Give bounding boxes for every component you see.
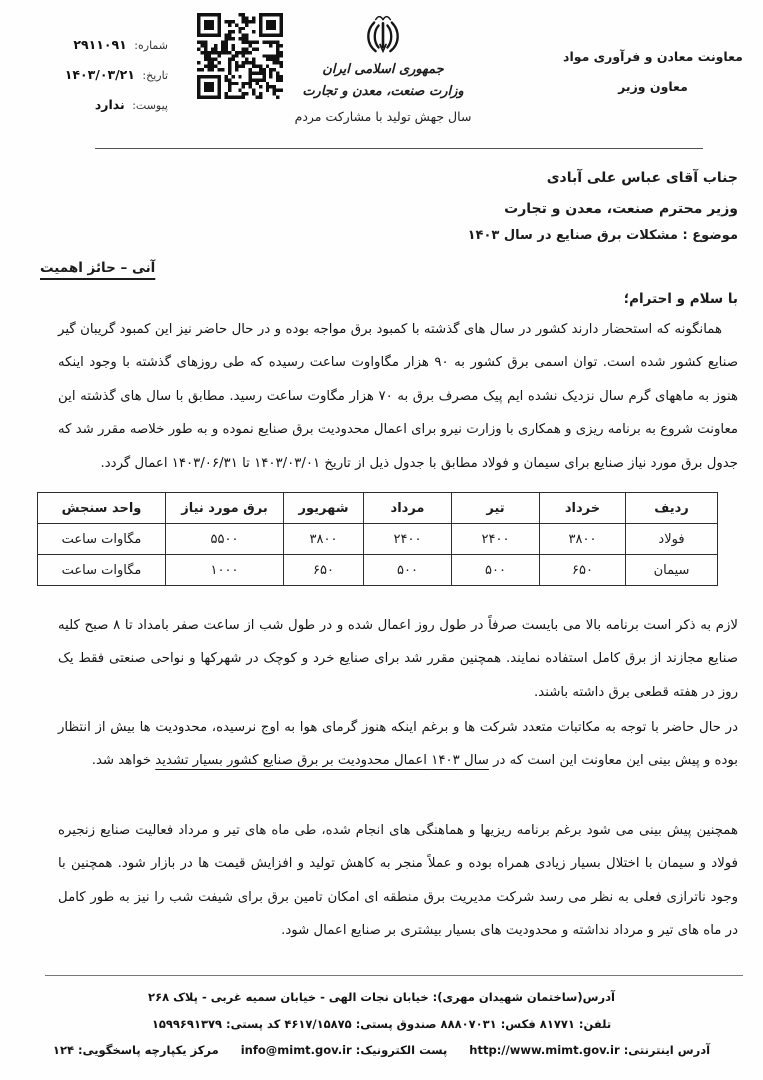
col-header-unit: واحد سنجش <box>38 493 166 524</box>
footer-block <box>0 984 763 1064</box>
table-row-steel <box>38 524 718 555</box>
col-header-tir: تیر <box>452 493 540 524</box>
paragraph-3-text: در حال حاضر با توجه به مکاتبات متعدد شرکت ها و برغم اینکه هنوز گرمای هوا به اوج نرسیده، محدودیت ها بیش از انتظار بوده و پیش بینی این معاونت این است که در <box>58 720 738 769</box>
cell-cement-required: ۱۰۰۰ <box>166 555 284 586</box>
cell-cement-mordad: ۵۰۰ <box>364 555 452 586</box>
footer-divider <box>45 975 743 976</box>
footer-phone-line: تلفن: ۸۱۷۷۱ فکس: ۸۸۸۰۷۰۳۱ صندوق پستی: ۴۶۱۷/۱۵۸۷۵ کد پستی: ۱۵۹۹۶۹۱۳۷۹ <box>151 1016 612 1031</box>
salutation: با سلام و احترام؛ <box>623 291 738 307</box>
col-header-radif: ردیف <box>626 493 718 524</box>
recipient-block <box>60 163 738 225</box>
department-block <box>553 42 753 102</box>
cell-steel-shahrivar: ۳۸۰۰ <box>284 524 364 555</box>
recipient-title: وزیر محترم صنعت، معدن و تجارت <box>504 201 738 217</box>
website-link[interactable]: http://www.mimt.gov.ir <box>469 1043 620 1057</box>
website-label: آدرس اینترنتی: <box>623 1043 711 1057</box>
body-paragraph-1 <box>58 313 738 480</box>
qr-code <box>197 13 283 99</box>
number-value: ۲۹۱۱۰۹۱ <box>73 37 127 52</box>
number-label: شماره: <box>134 39 168 52</box>
cell-cement-khordad: ۶۵۰ <box>540 555 626 586</box>
footer-contacts <box>0 1037 763 1064</box>
letter-date-row <box>28 60 168 90</box>
letter-attachment-row <box>28 90 168 120</box>
subject-line: موضوع : مشکلات برق صنایع در سال ۱۴۰۳ <box>467 228 738 243</box>
col-header-shahrivar: شهریور <box>284 493 364 524</box>
col-header-mordad: مرداد <box>364 493 452 524</box>
attachment-value: ندارد <box>94 97 125 112</box>
letterhead-center <box>288 12 478 124</box>
body-paragraph-2: لازم به ذکر است برنامه بالا می بایست صرفاً در طول روز اعمال شده و در طول شب از ساعت صفر بامداد تا ۸ صبح کلیه صنایع مجازند از برق کامل استفاده نمایند. همچنین مقرر شد برای صنایع خرد و کوچک در شهرکها و نواحی صنعتی فقط یک روز در هفته قطعی برق داشته باشند. <box>58 618 738 700</box>
paragraph-1-text: همانگونه که استحضار دارند کشور در سال های گذشته با کمبود برق مواجه بوده و در حال حاضر نیز این کمبود گریبان گیر صنایع کشور شده است. توان اسمی برق کشور به ۹۰ هزار مگاواوت ساعت رسیده که طی روزهای گذشته با وجود اینکه هنوز به ماههای گرم سال نزدیک نشده ایم پیک مصرف برق به ۷۰ هزار مگاوت ساعت رسید. مطابق با سال های گذشته این معاونت شروع به برنامه ریزی و همکاری با وزارت نیرو برای اعمال محدودیت برق صنایع نموده و به طور خلاصه مقرر شد که جدول برق مورد نیاز صنایع برای سیمان و فولاد مطابق با جدول ذیل از تاریخ ۱۴۰۳/۰۳/۰۱ تا ۱۴۰۳/۰۶/۳۱ اعمال گردد. <box>58 322 739 471</box>
call-center-info: مرکز یکپارچه پاسخگویی: ۱۲۴ <box>52 1043 219 1057</box>
department-line2: معاون وزیر <box>618 79 688 94</box>
attachment-label: پیوست: <box>132 99 168 112</box>
header-divider <box>95 148 703 149</box>
cell-steel-khordad: ۳۸۰۰ <box>540 524 626 555</box>
body-paragraph-3 <box>58 711 738 778</box>
priority-stamp: آنی – حائز اهمیت <box>40 260 156 276</box>
table-row-cement <box>38 555 718 586</box>
paragraph-3-tail: خواهد شد. <box>91 753 156 769</box>
table-header-row <box>38 493 718 524</box>
body-paragraph-4: همچنین پیش بینی می شود برغم برنامه ریزیها و هماهنگی های انجام شده، طی ماه های تیر و مرداد فعالیت صنایع زنجیره فولاد و سیمان با اختلال بسیار زیادی همراه بوده و عملاً منجر به کاهش تولید و افزایش قیمت ها در بازار شود. همچنین با وجود ناترازی فعلی به نظر می رسد شرکت مدیریت برق منطقه ای امکان تامین برق برای شیفت شب را نیز به طور کامل در ماه های تیر و مرداد نداشته و محدودیت های بسیار بیشتری بر صنایع اعمال شود. <box>58 823 738 939</box>
paragraph-3-underlined-text: سال ۱۴۰۳ اعمال محدودیت بر برق صنایع کشور بسیار تشدید <box>155 753 489 769</box>
cell-steel-tir: ۲۴۰۰ <box>452 524 540 555</box>
footer-address: آدرس(ساختمان شهیدان مهری): خیابان نجات الهی - خیابان سمیه غربی - پلاک ۲۶۸ <box>148 990 615 1004</box>
iran-emblem-icon <box>361 12 405 58</box>
letter-meta <box>28 30 168 120</box>
col-header-required-power: برق مورد نیاز <box>166 493 284 524</box>
cell-cement-unit: مگاوات ساعت <box>38 555 166 586</box>
col-header-khordad: خرداد <box>540 493 626 524</box>
cell-steel-unit: مگاوات ساعت <box>38 524 166 555</box>
date-label: تاریخ: <box>142 69 168 82</box>
country-name: جمهوری اسلامی ایران <box>322 62 444 77</box>
ministry-name: وزارت صنعت، معدن و تجارت <box>302 84 464 99</box>
cell-cement-tir: ۵۰۰ <box>452 555 540 586</box>
department-line1: معاونت معادن و فرآوری مواد <box>563 49 743 64</box>
power-demand-table <box>37 492 718 586</box>
email-label: پست الکترونیک: <box>355 1043 448 1057</box>
email-link[interactable]: info@mimt.gov.ir <box>240 1043 352 1057</box>
date-value: ۱۴۰۳/۰۳/۲۱ <box>64 67 135 82</box>
cell-steel-name: فولاد <box>626 524 718 555</box>
year-slogan: سال جهش تولید با مشارکت مردم <box>294 109 472 124</box>
cell-steel-required: ۵۵۰۰ <box>166 524 284 555</box>
recipient-name: جناب آقای عباس علی آبادی <box>546 170 738 186</box>
letter-number-row <box>28 30 168 60</box>
cell-steel-mordad: ۲۴۰۰ <box>364 524 452 555</box>
cell-cement-name: سیمان <box>626 555 718 586</box>
cell-cement-shahrivar: ۶۵۰ <box>284 555 364 586</box>
